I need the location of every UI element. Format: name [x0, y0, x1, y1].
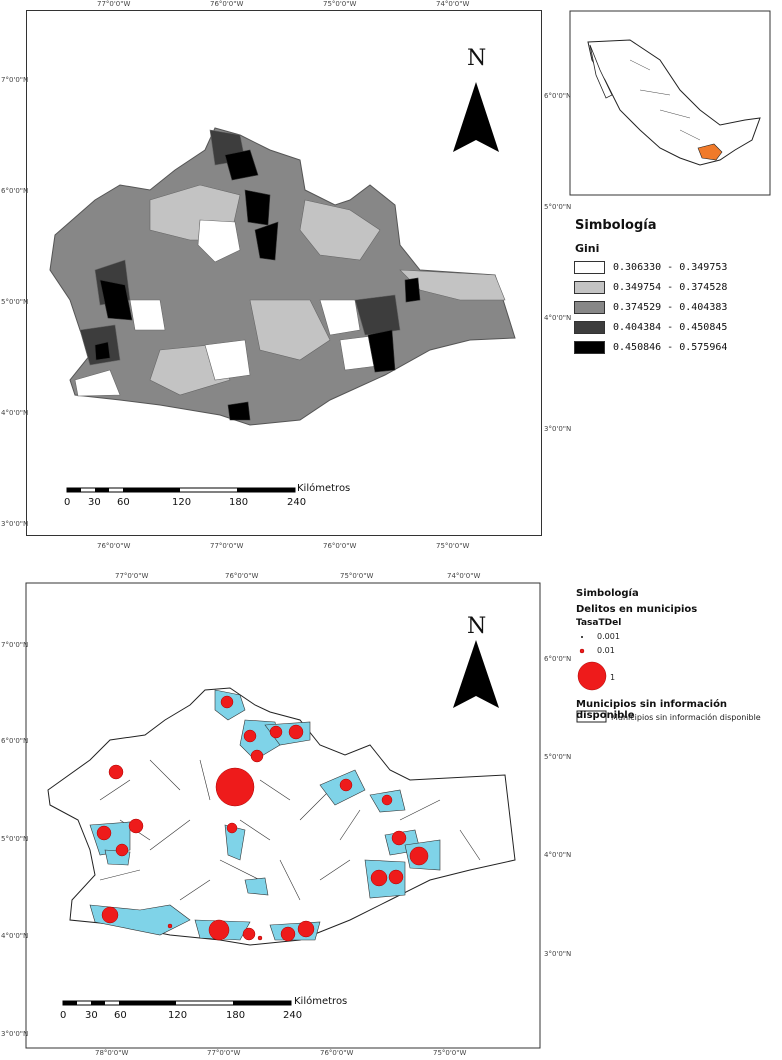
lat-label: 6°0'0"N [1, 737, 29, 745]
legend-label: 0.349754 - 0.374528 [613, 282, 728, 293]
gini-map-polygons [50, 128, 515, 425]
lat-label: 5°0'0"N [544, 203, 572, 211]
lat-label: 4°0'0"N [1, 409, 29, 417]
lon-label: 76°0'0"W [210, 0, 244, 8]
scale-tick: 0 [64, 497, 71, 508]
legend-title: Simbología [575, 218, 657, 233]
lon-label: 75°0'0"W [436, 542, 470, 550]
gini-legend-row [574, 340, 727, 355]
legend-label: 0.450846 - 0.575964 [613, 342, 728, 353]
legend-label: 0.404384 - 0.450845 [613, 322, 728, 333]
scale-tick: 240 [287, 497, 307, 508]
lat-label: 3°0'0"N [1, 1030, 29, 1038]
nodata-title: Municipios sin información disponible [576, 699, 728, 721]
legend-swatch [574, 341, 605, 354]
lon-label: 77°0'0"W [115, 572, 149, 580]
legend2-title: Simbología [576, 588, 639, 599]
north-arrow-icon [453, 82, 499, 152]
lon-label: 78°0'0"W [95, 1049, 129, 1057]
lat-label: 6°0'0"N [544, 655, 572, 663]
lat-label: 4°0'0"N [544, 314, 572, 322]
scale-tick: 30 [88, 497, 101, 508]
scale-tick: 120 [172, 497, 192, 508]
legend-swatch [574, 321, 605, 334]
scale-tick: 0 [60, 1010, 67, 1021]
lon-label: 74°0'0"W [447, 572, 481, 580]
scale-unit: Kilómetros [297, 483, 351, 494]
gini-legend-row [574, 320, 727, 335]
lon-label: 75°0'0"W [433, 1049, 467, 1057]
lon-label: 74°0'0"W [436, 0, 470, 8]
lon-label: 76°0'0"W [320, 1049, 354, 1057]
lat-label: 7°0'0"N [1, 641, 29, 649]
legend2-layer: Delitos en municipios [576, 604, 698, 615]
lon-label: 76°0'0"W [323, 542, 357, 550]
scale-bar [67, 488, 295, 492]
scale-tick: 180 [229, 497, 249, 508]
lat-label: 7°0'0"N [1, 76, 29, 84]
legend-field: Gini [575, 242, 600, 255]
size-label: 0.01 [597, 646, 615, 655]
north-label: N [467, 46, 487, 71]
lat-label: 6°0'0"N [1, 187, 29, 195]
legend-swatch [574, 261, 605, 274]
lon-label: 77°0'0"W [97, 0, 131, 8]
gini-legend-row [574, 260, 727, 275]
scale-tick: 240 [283, 1010, 303, 1021]
scale-bar-2 [63, 1001, 291, 1005]
lat-label: 5°0'0"N [544, 753, 572, 761]
lat-label: 6°0'0"N [544, 92, 572, 100]
scale-tick: 60 [114, 1010, 127, 1021]
lat-label: 5°0'0"N [1, 298, 29, 306]
gini-legend-row [574, 300, 727, 315]
legend2-field: TasaTDel [576, 618, 622, 628]
size-label: 1 [610, 673, 616, 682]
scale-tick: 180 [226, 1010, 246, 1021]
lon-label: 77°0'0"W [207, 1049, 241, 1057]
scale-tick: 120 [168, 1010, 188, 1021]
scale-tick: 30 [85, 1010, 98, 1021]
size-label: 0.001 [597, 632, 620, 641]
lat-label: 3°0'0"N [1, 520, 29, 528]
lon-label: 76°0'0"W [225, 572, 259, 580]
gini-legend [574, 260, 774, 360]
lat-label: 3°0'0"N [544, 425, 572, 433]
legend-swatch [574, 281, 605, 294]
lat-label: 3°0'0"N [544, 950, 572, 958]
legend-label: 0.306330 - 0.349753 [613, 262, 728, 273]
lon-label: 77°0'0"W [210, 542, 244, 550]
lon-label: 75°0'0"W [340, 572, 374, 580]
lat-label: 4°0'0"N [1, 932, 29, 940]
north-label-2: N [467, 614, 487, 639]
scale-unit-2: Kilómetros [294, 996, 348, 1007]
lat-label: 4°0'0"N [544, 851, 572, 859]
scale-tick: 60 [117, 497, 130, 508]
nodata-label: Municipios sin información disponible [611, 713, 761, 722]
legend-swatch [574, 301, 605, 314]
lon-label: 76°0'0"W [97, 542, 131, 550]
legend-label: 0.374529 - 0.404383 [613, 302, 728, 313]
gini-legend-row [574, 280, 727, 295]
lon-label: 75°0'0"W [323, 0, 357, 8]
lat-label: 5°0'0"N [1, 835, 29, 843]
